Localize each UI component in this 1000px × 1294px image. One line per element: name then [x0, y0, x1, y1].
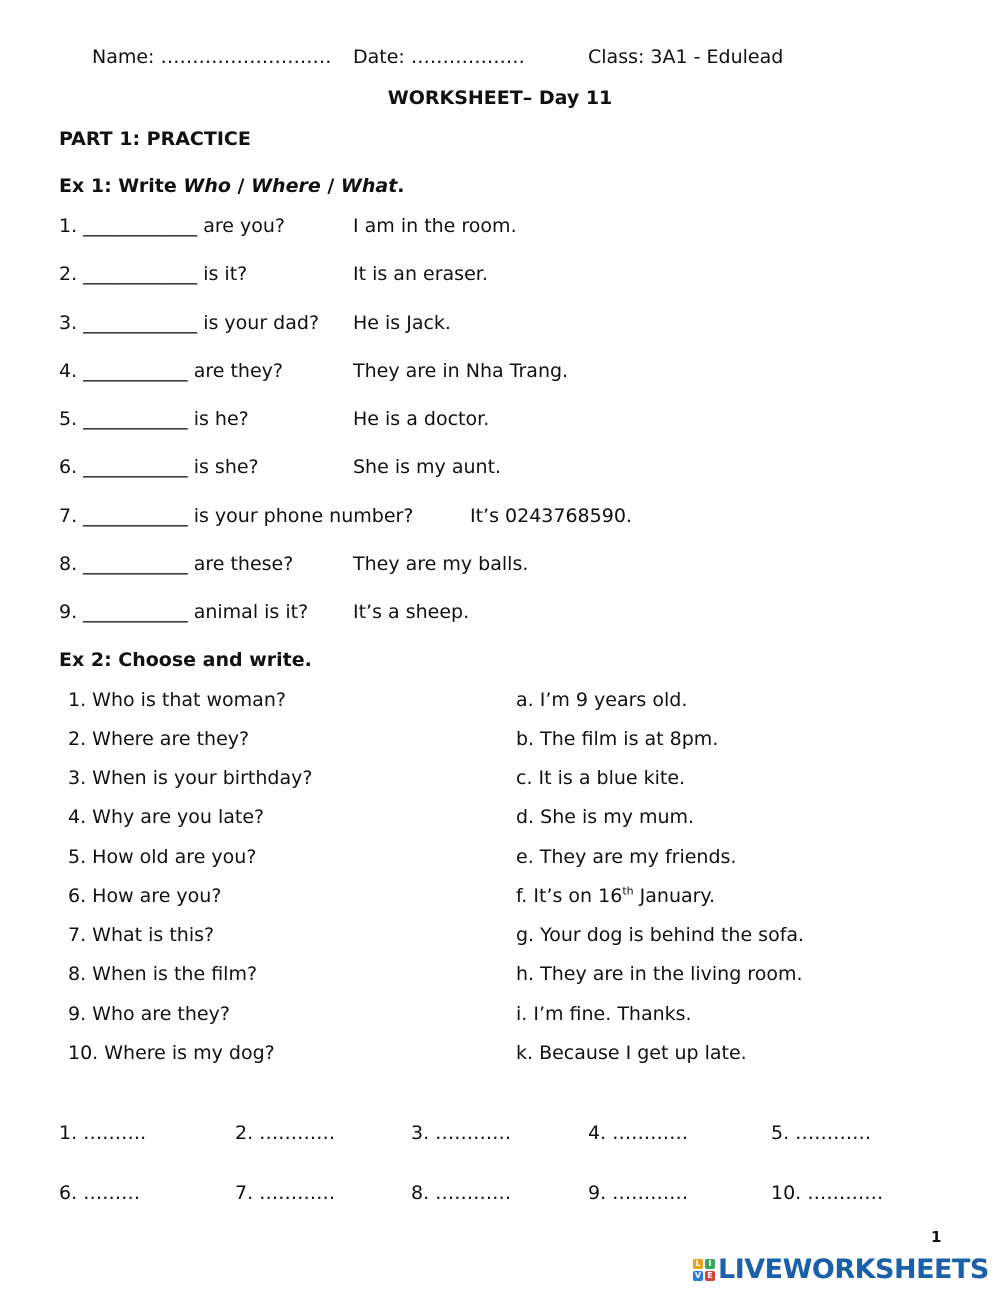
ex1-dot: .: [397, 175, 405, 197]
answer-blank[interactable]: 9. …………: [588, 1182, 689, 1204]
name-field: Name: ………………………: [92, 46, 332, 68]
ex2-question: 3. When is your birthday?: [68, 767, 313, 789]
ex1-answer: They are my balls.: [353, 553, 529, 575]
ex1-slash: /: [320, 175, 341, 197]
ex1-question: 4. ___________ are they?: [59, 360, 283, 382]
worksheet-title: WORKSHEET– Day 11: [387, 87, 613, 109]
ex1-heading: [59, 175, 405, 197]
ex2-question: 5. How old are you?: [68, 846, 257, 868]
answer-blank[interactable]: 6. ………: [59, 1182, 141, 1204]
ex2-question: 1. Who is that woman?: [68, 689, 286, 711]
answer-blank[interactable]: 4. …………: [588, 1122, 689, 1144]
ex2-answer: k. Because I get up late.: [516, 1042, 747, 1064]
answer-blank[interactable]: 3. …………: [411, 1122, 512, 1144]
ex2-question: 4. Why are you late?: [68, 806, 265, 828]
ex1-question: 5. ___________ is he?: [59, 408, 249, 430]
ex1-question: 9. ___________ animal is it?: [59, 601, 309, 623]
ex2-answer: h. They are in the living room.: [516, 963, 803, 985]
answer-blank[interactable]: 5. …………: [771, 1122, 872, 1144]
ex1-answer: It is an eraser.: [353, 263, 488, 285]
ex2-answer: e. They are my friends.: [516, 846, 737, 868]
liveworksheets-logo[interactable]: [693, 1254, 989, 1285]
ex1-question: 2. ____________ is it?: [59, 263, 248, 285]
ex1-answer: She is my aunt.: [353, 456, 502, 478]
logo-letter: E: [705, 1271, 715, 1281]
ex2-answer: [516, 885, 715, 907]
ex1-question: 1. ____________ are you?: [59, 215, 285, 237]
ex1-answer: I am in the room.: [353, 215, 517, 237]
ex1-word-what: What: [340, 175, 398, 197]
page-number: 1: [931, 1228, 942, 1246]
ex1-question: 7. ___________ is your phone number?: [59, 505, 414, 527]
ex2-heading: Ex 2: Choose and write.: [59, 649, 312, 671]
ex2-question: 2. Where are they?: [68, 728, 250, 750]
ex1-slash: /: [230, 175, 252, 197]
ex2-answer-f-sup: th: [622, 884, 634, 898]
ex1-word-where: Where: [251, 175, 321, 197]
answer-blank[interactable]: 10. …………: [771, 1182, 884, 1204]
ex2-question: 10. Where is my dog?: [68, 1042, 275, 1064]
logo-text: LIVEWORKSHEETS: [718, 1254, 989, 1285]
ex2-answer: g. Your dog is behind the sofa.: [516, 924, 805, 946]
ex1-heading-prefix: Ex 1: Write: [59, 175, 184, 197]
ex2-answer: d. She is my mum.: [516, 806, 695, 828]
date-field: Date: ………………: [353, 46, 525, 68]
ex1-question: 3. ____________ is your dad?: [59, 312, 320, 334]
ex2-question: 6. How are you?: [68, 885, 222, 907]
ex1-question: 6. ___________ is she?: [59, 456, 259, 478]
part1-heading: PART 1: PRACTICE: [59, 128, 251, 150]
answer-blank[interactable]: 7. …………: [235, 1182, 336, 1204]
answer-blank[interactable]: 1. ……….: [59, 1122, 147, 1144]
ex2-question: 9. Who are they?: [68, 1003, 230, 1025]
logo-letter: V: [694, 1270, 702, 1280]
liveworksheets-logo-icon: [693, 1259, 715, 1281]
ex2-answer: b. The film is at 8pm.: [516, 728, 719, 750]
ex2-question: 8. When is the film?: [68, 963, 258, 985]
logo-letter: I: [705, 1259, 715, 1269]
ex1-question: 8. ___________ are these?: [59, 553, 294, 575]
class-label: Class: 3A1 - Edulead: [588, 46, 784, 68]
ex2-question: 7. What is this?: [68, 924, 215, 946]
ex2-answer: i. I’m fine. Thanks.: [516, 1003, 692, 1025]
ex1-answer: It’s a sheep.: [353, 601, 470, 623]
ex1-answer: They are in Nha Trang.: [353, 360, 569, 382]
logo-letter: L: [693, 1259, 703, 1269]
ex1-word-who: Who: [183, 175, 231, 197]
ex1-answer: He is Jack.: [353, 312, 451, 334]
ex2-answer: a. I’m 9 years old.: [516, 689, 688, 711]
ex2-answer: c. It is a blue kite.: [516, 767, 686, 789]
ex2-answer-f-rest: January.: [633, 885, 716, 907]
ex1-answer: He is a doctor.: [353, 408, 490, 430]
answer-blank[interactable]: 8. …………: [411, 1182, 512, 1204]
answer-blank[interactable]: 2. …………: [235, 1122, 336, 1144]
ex1-answer: It’s 0243768590.: [470, 505, 632, 527]
ex2-answer-f-text: f. It’s on 16: [516, 885, 623, 907]
